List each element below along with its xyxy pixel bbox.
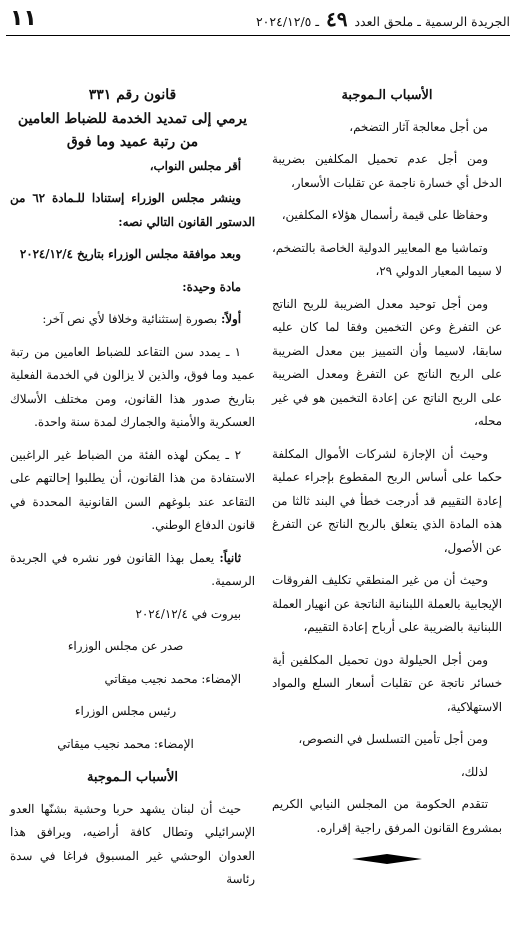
left-reasons-text: حيث أن لبنان يشهد حربا وحشية بشنّها العدو الإسرائيلي وتطال كافة أراضيه، ويرافق هذا العدوان الوحشي غير المسبوق فراغا في سدة رئاسة — [10, 801, 255, 886]
clause-1: ١ ـ يمدد سن التقاعد للضباط العامين من رتبة عميد وما فوق، والذين لا يزالون في الخدمة الفعلية بتاريخ صدور هذا القانون، ومن مختلف الأسلاك العسكرية والأمنية والجمارك لمدة سنة واحدة. — [10, 344, 255, 429]
right-paragraph: ومن أجل الحيلولة دون تحميل المكلفين أية خسائر ناتجة عن تقلبات أسعار السلع والمواد الاستهلاكية، — [272, 652, 502, 714]
right-paragraph: من أجل معالجة آثار التضخم، — [349, 119, 488, 134]
single-article-heading: مادة وحيدة: — [182, 279, 241, 294]
pm-title: رئيس مجلس الوزراء — [74, 704, 177, 718]
right-reasons-heading: الأسباب الـموجبة — [341, 88, 433, 103]
issued-by: صدر عن مجلس الوزراء — [67, 639, 184, 653]
left-reasons-heading: الأسباب الـموجبة — [86, 770, 179, 785]
right-paragraph: وحفاظا على قيمة رأسمال هؤلاء المكلفين، — [281, 208, 488, 222]
issue-date: ـ ٢٠٢٤/١٢/٥ — [255, 14, 320, 29]
right-paragraph: وحيث أن من غير المنطقي تكليف الفروقات الإيجابية بالعملة اللبنانية الناتجة عن انهيار العملة اللبنانية بالضريبة على أرباح إعادة التقييم، — [272, 573, 502, 634]
right-paragraph: ومن أجل تأمين التسلسل في النصوص، — [298, 732, 488, 746]
law-subject-line-1: يرمي إلى تمديد الخدمة للضباط العامين — [17, 110, 248, 127]
signature-1: الإمضاء: محمد نجيب ميقاتي — [104, 671, 241, 686]
promulgation-line: وينشر مجلس الوزراء إستنادا للـمادة ٦٢ من الدستور القانون التالي نصه: — [10, 191, 255, 229]
article-first — [10, 308, 255, 332]
enactment-line: أقر مجلس النواب، — [149, 158, 241, 173]
clause-2: ٢ ـ يمكن لهذه الفئة من الضباط غير الراغبين الاستفادة من هذا القانون، أن يطلبوا إحالتهم على التقاعد عند بلوغهم السن القانونية المحددة في قانون الدفاع الوطني. — [10, 447, 255, 532]
end-of-text-ornament — [272, 849, 502, 873]
approval-line: وبعد موافقة مجلس الوزراء بتاريخ ٢٠٢٤/١٢/٤ — [19, 247, 241, 261]
page-number: ١١ — [10, 6, 37, 31]
place-date: بيروت في ٢٠٢٤/١٢/٤ — [135, 606, 241, 621]
page-header — [6, 6, 510, 32]
left-column — [10, 84, 255, 901]
right-paragraph: ومن أجل عدم تحميل المكلفين بضريبة الدخل أي خسارة ناجمة عن تقلبات الأسعار، — [272, 152, 502, 190]
law-number: قانون رقم ٣٣١ — [88, 87, 177, 103]
issue-number: ٤٩ — [326, 7, 348, 31]
right-paragraph: تتقدم الحكومة من المجلس النيابي الكريم بمشروع القانون المرفق راجية إقراره. — [272, 797, 502, 835]
signature-2: الإمضاء: محمد نجيب ميقاتي — [57, 736, 194, 751]
header-title-prefix: الجريدة الرسمية ـ ملحق العدد — [354, 14, 510, 29]
law-subject-line-2: من رتبة عميد وما فوق — [66, 134, 199, 150]
right-paragraph: لذلك، — [460, 764, 488, 779]
right-paragraph: وتماشيا مع المعايير الدولية الخاصة بالتضخم، لا سيما المعيار الدولي ٢٩، — [272, 240, 502, 278]
article-second-label: ثانياً: — [219, 550, 241, 565]
header-rule — [6, 35, 510, 36]
right-paragraph: وحيث أن الإجازة لشركات الأموال المكلفة حكما على أساس الربح المقطوع بإجراء عملية إعادة التقييم قد أدرجت خطأ في البند ثالثا من هذه المادة الذي يتعلق بالربح الناتج عن التفرغ عن الأصول، — [272, 446, 502, 555]
article-first-text: بصورة إستثنائية وخلافا لأي نص آخر: — [42, 312, 218, 326]
right-column — [272, 84, 502, 873]
article-first-label: أولاً: — [220, 312, 241, 326]
header-title — [256, 7, 510, 31]
article-second-text: يعمل بهذا القانون فور نشره في الجريدة الرسمية. — [10, 550, 255, 588]
article-second — [10, 547, 255, 594]
right-paragraph: ومن أجل توحيد معدل الضريبة للربح الناتج عن التفرغ وعن التخمين وفقا لما كان عليه سابقا، لاسيما وأن التمييز بين معدل الضريبة على الربح الناتج عن التفرغ ومعدل الضريبة على الربح الناتج عن إعادة التخمين هو في غير محله، — [272, 296, 502, 428]
